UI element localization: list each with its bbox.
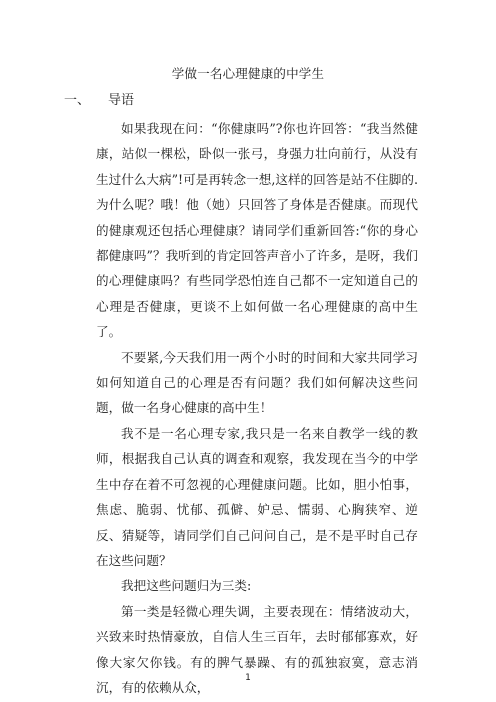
paragraph: 我不是一名心理专家,我只是一名来自教学一线的教师，根据我自己认真的调查和观察，我发现在当今的中学生中存在着不可忽视的心理健康问题。比如，胆小怕事，焦虑、脆弱、忧郁、孤僻、妒忌、懦弱、心胸狭窄、逆反、猜疑等，请同学们自己问问自己，是不是平时自己存在这些问题？ <box>96 425 418 568</box>
paragraph: 我把这些问题归为三类: <box>121 578 252 594</box>
section-title: 导语 <box>108 93 135 108</box>
document-title: 学做一名心理健康的中学生 <box>171 66 325 81</box>
page-number: 1 <box>245 673 251 683</box>
paragraph: 第一类是轻微心理失调，主要表现在：情绪波动大，兴致来时热情豪放，自信人生三百年，去时郁郁寡欢，好像大家欠你钱。有的脾气暴躁、有的孤独寂寞，意志消沉，有的依赖从众， <box>96 603 418 695</box>
paragraph: 如果我现在问：“你健康吗”?你也许回答：“我当然健康，站似一棵松，卧似一张弓，身强力壮向前行，从没有生过什么大病”!可是再转念一想,这样的回答是站不住脚的.为什么呢？哦！他（她）只回答了身体是否健康。而现代的健康观还包括心理健康？请同学们重新回答:“你的身心都健康吗”？我听到的肯定回答声音小了许多，是呀，我们的心理健康吗？有些同学恐怕连自己都不一定知道自己的心理是否健康，更谈不上如何做一名心理健康的高中生了。 <box>96 121 418 340</box>
section-number: 一、 <box>64 93 91 108</box>
body-text <box>96 116 418 700</box>
paragraph: 不要紧,今天我们用一两个小时的时间和大家共同学习如何知道自己的心理是否有问题？我们如何解决这些问题，做一名身心健康的高中生！ <box>96 349 418 416</box>
section-heading <box>64 92 134 110</box>
